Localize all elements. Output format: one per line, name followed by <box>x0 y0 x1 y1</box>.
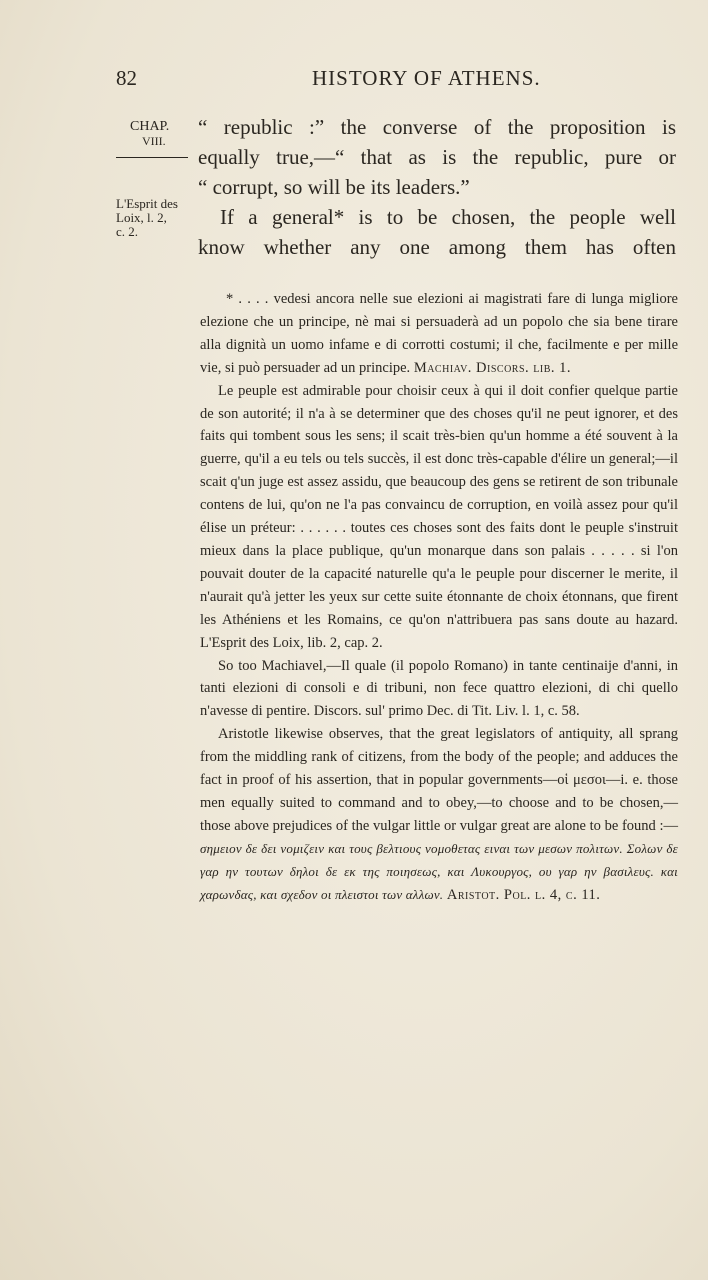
footnote-text: * . . . . vedesi ancora nelle sue elezioni ai magistrati fare di lunga migliore elezione che un principe, nè mai si persuaderà ad un popolo che sia bene tirare alla dignità un uomo infame e di corrotti costumi; il che, facilmente e per mille vie, si può persuader ad un principe. <box>200 291 678 376</box>
page-number: 82 <box>116 66 137 90</box>
footnote-montesquieu: Le peuple est admirable pour choisir ceux à qui il doit confier quelque partie de son autorité; il n'a à se determiner que des choses qu'il ne peut ignorer, et des faits qui tombent sous les sens; il scait très-bien qu'un homme a été souvent à la guerre, qu'il a eu tels ou tels succès, il est donc très-capable d'élire un general;—il scait q'un juge est assez assidu, que beaucoup des gens se retirent de son tribunale contens de lui, qu'on ne l'a pas convaincu de corruption, en voilà assez pour qu'il élise un préteur: . . . . . . toutes ces choses sont des faits dont le peuple s'instruit mieux dans la place publique, qu'un monarque dans son palais . . . . . si l'on pouvait douter de la capacité naturelle qu'a le peuple pour discerner le merite, il n'aurait qu'à jetter les yeux sur cette suite étonnante de choix étonnans, que firent les Athéniens et les Romains, ce qu'on n'attribuera pas sans doute au hazard. L'Esprit des Loix, lib. 2, cap. 2. <box>200 382 678 651</box>
margin-rule <box>116 157 188 158</box>
main-line-1: “ republic :” the converse of the proposition is <box>198 115 676 139</box>
margin-reference-line-1: L'Esprit des <box>116 196 178 211</box>
main-text <box>198 112 676 262</box>
margin-reference-line-2: Loix, l. 2, <box>116 210 167 225</box>
footnote-citation: Aristot. Pol. l. 4, c. 11. <box>446 886 601 903</box>
chapter-number: VIII. <box>142 134 166 148</box>
footnote-aristotle <box>200 723 678 906</box>
margin-reference-line-3: c. 2. <box>116 224 139 239</box>
page-header <box>116 66 688 96</box>
main-line-5: know whether any one among them has often <box>198 235 676 259</box>
main-line-2: equally true,—“ that as is the republic, pure or <box>198 145 676 169</box>
margin-reference <box>116 197 196 239</box>
chapter-marker <box>116 120 210 148</box>
footnote-machiavelli <box>200 288 678 380</box>
greek-quotation: σημειον δε δει νομιζειν και τους βελτιους νομοθετας ειναι των μεσων πολιτων. Σολων δε γαρ ην τουτων δηλοι δε εκ της ποιησεως, και Λυκουργος, ου γαρ ην βασιλευς. και χαρωνδας, και σχεδον οι πλειστοι των αλλων. <box>200 840 678 902</box>
footnote-machiavel: So too Machiavel,—Il quale (il popolo Romano) in tante centinaije d'anni, in tanti elezioni di consoli e di tribuni, non fece quattro elezioni, di chi quello n'avesse di pentire. Discors. sul' primo Dec. di Tit. Liv. l. 1, c. 58. <box>200 657 678 720</box>
chapter-label: CHAP. <box>130 119 170 134</box>
main-line-4: If a general* is to be chosen, the people well <box>220 205 676 229</box>
footnotes <box>200 288 678 906</box>
footnote-citation: Machiav. Discors. lib. 1. <box>413 359 572 376</box>
running-title: HISTORY OF ATHENS. <box>312 66 541 90</box>
main-line-3: “ corrupt, so will be its leaders.” <box>198 175 470 199</box>
footnote-text: Aristotle likewise observes, that the great legislators of antiquity, all sprang from the middling rank of citizens, from the body of the people; and adduces the fact in proof of his assertion, that in popular governments—οἱ μεσοι—i. e. those men equally suited to command and to obey,—to choose and to be chosen,—those above prejudices of the vulgar little or vulgar great are alone to be found :— <box>200 726 678 834</box>
